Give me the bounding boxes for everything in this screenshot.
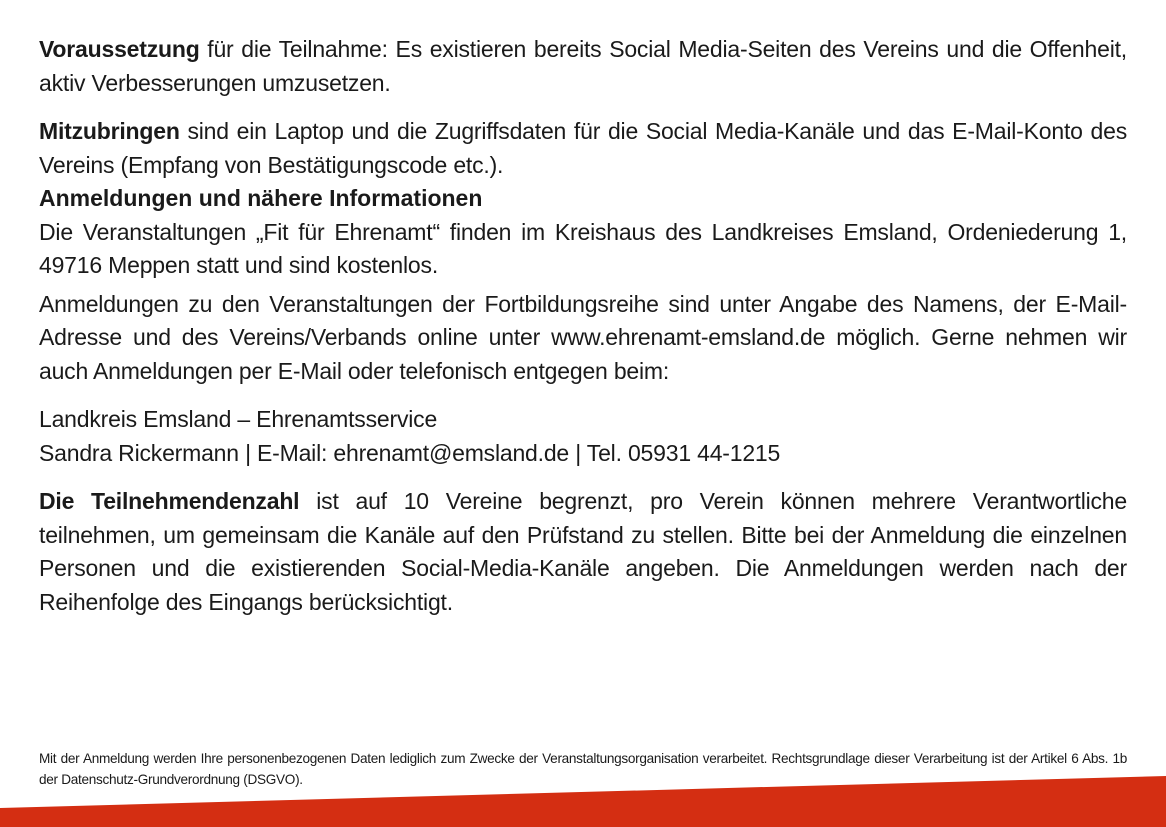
contact-name: Sandra Rickermann (39, 439, 239, 466)
document-body (39, 33, 1127, 619)
participants-paragraph (39, 485, 1127, 619)
prerequisite-paragraph (39, 33, 1127, 100)
participants-text: ist auf 10 Vereine begrenzt, pro Verein können mehrere Verantwortliche teilnehmen, um gemeinsam die Kanäle auf den Prüfstand zu stellen. Bitte bei der Anmeldung die einzelnen Personen und die existierenden Social-Media-Kanäle angeben. Die Anmeldungen werden nach der Reihenfolge des Eingangs berücksichtigt. (39, 488, 1127, 615)
venue-paragraph: Die Veranstaltungen „Fit für Ehrenamt“ finden im Kreishaus des Landkreises Emsland, Ordeniederung 1, 49716 Meppen statt und sind kostenlos. (39, 218, 1127, 278)
separator: | (569, 439, 587, 466)
red-footer-band (0, 770, 1166, 827)
phone-number[interactable]: 05931 44-1215 (627, 439, 781, 466)
contact-line (39, 437, 1127, 471)
prerequisite-text: für die Teilnahme: Es existieren bereits Social Media-Seiten des Vereins und die Offenheit, aktiv Verbesserungen umzusetzen. (39, 36, 1127, 96)
registration-heading: Anmeldungen und nähere Informationen (39, 185, 483, 211)
separator: | (238, 439, 258, 466)
privacy-note: Mit der Anmeldung werden Ihre personenbezogenen Daten lediglich zum Zwecke der Veranstaltungsorganisation verarbeitet. Rechtsgrundlage dieser Verarbeitung ist der Artikel 6 Abs. 1b der Datenschutz-Grundverordnung (DSGVO). (39, 751, 1127, 787)
signup-paragraph: Anmeldungen zu den Veranstaltungen der Fortbildungsreihe sind unter Angabe des Namens, der E-Mail-Adresse und des Vereins/Verbands online unter www.ehrenamt-emsland.de möglich. Gerne nehmen wir auch Anmeldungen per E-Mail oder telefonisch entgegen beim: (39, 290, 1127, 384)
contact-block (39, 403, 1127, 470)
email-label: E-Mail: (257, 439, 334, 466)
contact-organization: Landkreis Emsland – Ehrenamtsservice (39, 406, 438, 432)
email-link[interactable]: ehrenamt@emsland.de (333, 439, 570, 466)
prerequisite-label: Voraussetzung (39, 36, 200, 62)
bring-along-paragraph (39, 115, 1127, 182)
bring-along-label: Mitzubringen (39, 118, 180, 144)
phone-label: Tel. (586, 439, 628, 466)
bring-along-text: sind ein Laptop und die Zugriffsdaten für die Social Media-Kanäle und das E-Mail-Konto des Vereins (Empfang von Bestätigungscode etc.). (39, 118, 1127, 178)
participants-label: Die Teilnehmendenzahl (39, 488, 300, 514)
